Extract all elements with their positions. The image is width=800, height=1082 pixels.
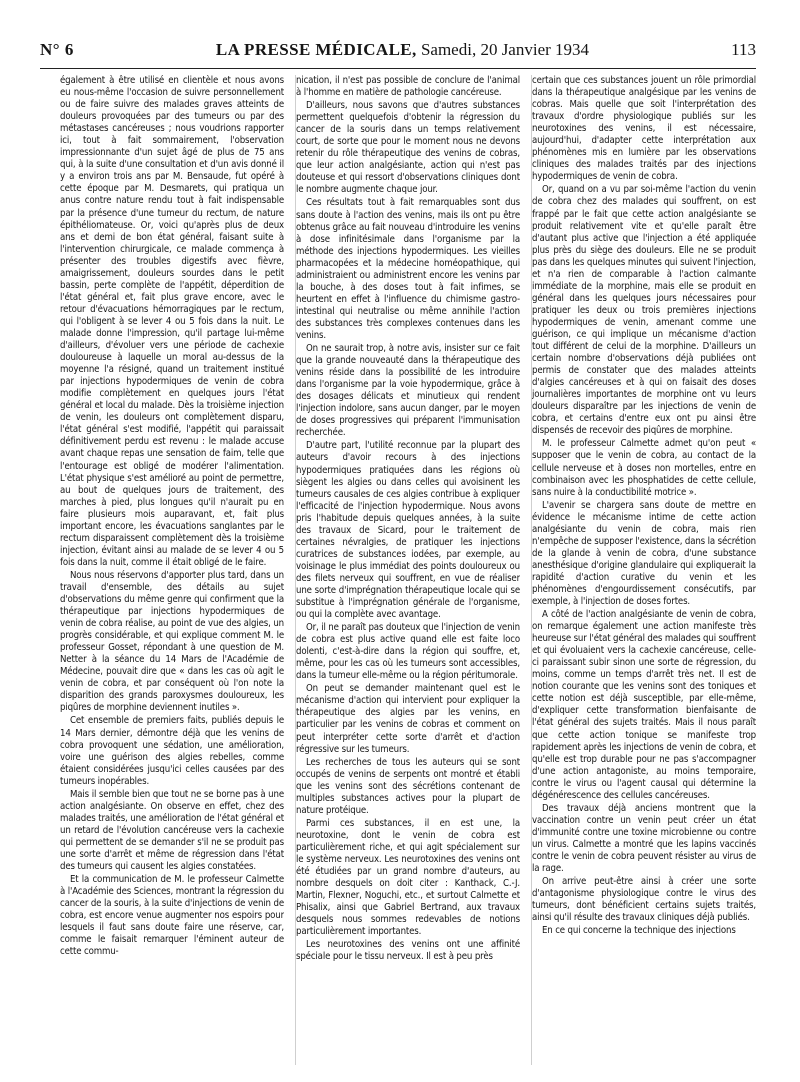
paragraph: Les recherches de tous les auteurs qui se sont occupés de venins de serpents ont montré et établi que les venins sont des sécrétions contenant de multiples substances actives pour la plupart de nature protéique. <box>296 756 520 816</box>
issue-date: Samedi, 20 Janvier 1934 <box>420 40 590 59</box>
paragraph: Mais il semble bien que tout ne se borne pas à une action analgésiante. On observe en effet, chez des malades traités, une amélioration de l'état général et un retard de l'évolution cancéreuse vers la cachexie qui permettent de se demander s'il ne se produit pas une sorte d'arrêt et même de régression dans l'état des tumeurs qui causent les algies constatées. <box>60 788 284 873</box>
header-rule <box>40 68 756 69</box>
column-2 <box>295 75 520 1065</box>
column-3 <box>531 75 756 1065</box>
page-number: 113 <box>731 40 756 59</box>
paragraph: M. le professeur Calmette admet qu'on peut « supposer que le venin de cobra, au contact de la cellule nerveuse et à doses non mortelles, entre en combinaison avec les phosphatides de cette cellule, sans nuire à la conductibilité motrice ». <box>532 438 756 498</box>
paragraph: Ces résultats tout à fait remarquables sont dus sans doute à l'action des venins, mais ils ont pu être obtenus grâce au fait nouveau d'introduire les venins à dose infinitésimale dans l'organisme par la méthode des injections hypodermiques. Les vieilles pharmacopées et la médecine homéopathique, qui administraient ou administrent encore les venins par la bouche, à des doses tout à fait infimes, se heurtent en effet à l'influence du chimisme gastro-intestinal qui neutralise ou même annihile l'action des substances très complexes contenues dans les venins. <box>296 197 520 341</box>
paragraph: également à être utilisé en clientèle et nous avons eu nous-même l'occasion de suivre personnellement ou de faire suivre des malades graves atteints de douleurs provoquées par des tumeurs ou par des métastases cancéreuses ; nous voudrions rapporter ici, tout à fait sommairement, l'observation impressionnante d'un sujet âgé de plus de 75 ans qui, à la suite d'une consultation et d'un avis donné il y a environ trois ans par M. Bensaude, fut opéré à cette époque par M. Desmarets, qui pratiqua un anus contre nature rendu tout à fait indispensable par la présence d'une tumeur du rectum, de nature épithéliomateuse. Or, voici qu'après plus de deux ans et demi de bon état général, faisant suite à l'intervention chirurgicale, ce malade commença à présenter des troubles digestifs avec fièvre, amaigrissement, douleurs sourdes dans le petit bassin, perte complète de l'appétit, déperdition de l'état général et, fait plus grave encore, avec le retour d'évacuations hémorragiques par le rectum, qui l'obligent à se lever 4 ou 5 fois dans la nuit. Le malade donne l'impression, qu'il partage lui-même d'ailleurs, d'évoluer vers une période de cachexie douloureuse à laquelle un moral au-dessus de la moyenne l'a résigné, quand un traitement institué par injections hypodermiques de venin de cobra modifie complètement en quelques jours l'état général et local du malade. Dès la troisième injection de venin, les douleurs ont complètement disparu, l'état général s'est modifié, l'appétit qui paraissait définitivement perdu est revenu : le malade accuse avant chaque repas une sensation de faim, telle que l'entourage est obligé de modérer l'alimentation. L'état physique s'est amélioré au point de permettre, au bout de quelques jours de traitement, des marches à pied, plus longues qu'il n'aurait pu en faire plusieurs mois auparavant, et, fait plus important encore, les évacuations sanglantes par le rectum disparaissent complètement dès la troisième injection, évitant ainsi au malade de se lever 4 ou 5 fois dans la nuit, comme il était obligé de le faire. <box>60 75 284 568</box>
paragraph: Parmi ces substances, il en est une, la neurotoxine, dont le venin de cobra est particulièrement riche, et qui agit spécialement sur le système nerveux. Les neurotoxines des venins ont été étudiées par un grand nombre d'auteurs, au nombre desquels on doit citer : Kanthack, C.-J. Martin, Flexner, Noguchi, etc., et surtout Calmette et Phisalix, ainsi que Gabriel Bertrand, aux travaux desquels nous sommes redevables de notions particulièrement importantes. <box>296 817 520 938</box>
paragraph: L'avenir se chargera sans doute de mettre en évidence le mécanisme intime de cette action analgésiante du venin de cobra, mais rien n'empêche de supposer l'existence, dans la sécrétion de la glande à venin de cobra, d'une substance anesthésique d'origine glandulaire qui expliquerait la rapidité d'action curative du venin et les phénomènes d'engourdissement consécutifs, par exemple, à l'injection de doses fortes. <box>532 499 756 608</box>
paragraph: On ne saurait trop, à notre avis, insister sur ce fait que la grande nouveauté dans la thérapeutique des venins réside dans la possibilité de les introduire dans l'organisme par la voie hypodermique, grâce à des dosages délicats et minutieux qui rendent l'injection indolore, sans aucun danger, par le moyen de doses progressives qui préparent l'immunisation recherchée. <box>296 343 520 439</box>
article-columns <box>60 75 754 1065</box>
column-1 <box>60 75 284 1065</box>
paragraph: On peut se demander maintenant quel est le mécanisme d'action qui intervient pour expliquer la thérapeutique des algies par les venins, en particulier par les venins de cobras et comment on peut interpréter cette sorte d'arrêt et d'action régressive sur les tumeurs. <box>296 683 520 755</box>
paragraph: Des travaux déjà anciens montrent que la vaccination contre un venin peut créer un état d'immunité contre une toxine microbienne ou contre un virus. Calmette a montré que les lapins vaccinés contre le venin de cobra peuvent résister au virus de la rage. <box>532 802 756 875</box>
paragraph: D'ailleurs, nous savons que d'autres substances permettent quelquefois d'obtenir la régression du cancer de la souris dans un temps relativement court, de sorte que pour le moment nous ne devons retenir du rôle thérapeutique des venins de cobras, que leur action analgésiante, action qui n'est pas douteuse et qui ressort d'observations cliniques dont le nombre augmente chaque jour. <box>296 100 520 196</box>
paragraph: Or, il ne paraît pas douteux que l'injection de venin de cobra est plus active quand elle est faite loco dolenti, c'est-à-dire dans la région qui souffre, et, même, pour les cas où les tumeurs sont accessibles, dans la tumeur elle-même ou la région péritumorale. <box>296 622 520 682</box>
paragraph: D'autre part, l'utilité reconnue par la plupart des auteurs d'avoir recours à des injections hypodermiques pratiquées dans les régions où siègent les algies ou dans celles qui avoisinent les tumeurs causales de ces algies contribue à expliquer l'efficacité de l'injection hypodermique. Nous avons pris l'habitude depuis quelques années, à la suite des travaux de Sicard, pour le traitement de certaines névralgies, de pratiquer les injections curatrices de substances iodées, par exemple, au voisinage le plus immédiat des points douloureux ou des filets nerveux qui souffrent, en vue de réaliser une sorte d'imprégnation thérapeutique locale qui se substitue à l'imprégnation générale de l'organisme, ou qui la complète avec avantage. <box>296 440 520 621</box>
paragraph: Et la communication de M. le professeur Calmette à l'Académie des Sciences, montrant la régression du cancer de la souris, à la suite d'injections de venin de cobra, est encore venue augmenter nos espoirs pour lesquels il faut sans doute faire une réserve, car, comme le faisait remarquer l'éminent auteur de cette commu- <box>60 874 284 958</box>
journal-title: LA PRESSE MÉDICALE, <box>215 40 417 59</box>
issue-number: N° 6 <box>40 40 74 59</box>
paragraph: Nous nous réservons d'apporter plus tard, dans un travail d'ensemble, des détails au sujet d'observations du même genre qui confirment que la thérapeutique par injections hypodermiques de venin de cobra réalise, au point de vue des algies, un progrès considérable, et qui explique comment M. le professeur Gosset, répondant à une question de M. Netter à la séance du 14 Mars de l'Académie de Médecine, pouvait dire que « dans les cas où agit le venin de cobra, et par conséquent où l'on note la disparition des grands paroxysmes douloureux, les piqûres de morphine deviennent inutiles ». <box>60 569 284 714</box>
running-header <box>40 40 756 70</box>
paragraph: On arrive peut-être ainsi à créer une sorte d'antagonisme physiologique contre le virus des tumeurs, dont bénéficient certains sujets traités, ainsi qu'il résulte des travaux cliniques déjà publiés. <box>532 876 756 924</box>
paragraph: En ce qui concerne la technique des injections <box>542 925 736 937</box>
paragraph: certain que ces substances jouent un rôle primordial dans la thérapeutique analgésique par les venins de cobras. Mais quelle que soit l'interprétation des travaux d'ordre physiologique publiés sur les neurotoxines des venins, il est nécessaire, aujourd'hui, d'adapter cette interprétation aux phénomènes mis en lumière par les observations cliniques des malades traités par des injections hypodermiques de venin de cobra. <box>532 75 756 183</box>
paragraph: Cet ensemble de premiers faits, publiés depuis le 14 Mars dernier, démontre déjà que les venins de cobra provoquent une sédation, une amélioration, voire une guérison des algies rebelles, comme étaient considérées jusqu'ici celles causées par des tumeurs inopérables. <box>60 715 284 787</box>
paragraph: A côté de l'action analgésiante de venin de cobra, on remarque également une action manifeste très heureuse sur l'état général des malades qui souffrent et qui évoluaient vers la cachexie cancéreuse, celle-ci paraissant subir sinon une sorte de régression, du moins, comme un temps d'arrêt très net. Il est de notion courante que les venins sont des toniques et cette notion est déjà susceptible, par elle-même, d'expliquer cette transformation bienfaisante de l'état général des sujets traités. Mais il nous paraît que cette action tonique se manifeste trop rapidement après les injections de venin de cobra, et qu'elle est trop durable pour ne pas s'accompagner d'une action antagoniste, au moins temporaire, contre le virus ou l'agent causal qui détermine la dégénérescence des cellules cancéreuses. <box>532 609 756 801</box>
journal-title-date <box>216 40 589 60</box>
paragraph: nication, il n'est pas possible de conclure de l'animal à l'homme en matière de pathologie cancéreuse. <box>296 75 520 99</box>
paragraph: Les neurotoxines des venins ont une affinité spéciale pour le tissu nerveux. Il est à peu près <box>296 939 520 963</box>
paragraph: Or, quand on a vu par soi-même l'action du venin de cobra chez des malades qui souffrent, on est frappé par le fait que cette action analgésiante se produit relativement vite et qu'elle paraît être d'autant plus active que l'injection a été appliquée plus près du siège des douleurs. Elle ne se produit pas dans les quelques minutes qui suivent l'injection, et n'a rien de comparable à l'action calmante immédiate de la morphine, mais elle se produit en général dans les quelques jours nécessaires pour pratiquer les deux ou trois premières injections hypodermiques de venin, amenant comme une guérison, ce qui implique un mécanisme d'action tout différent de celui de la morphine. D'ailleurs un certain nombre d'observations déjà publiées ont permis de constater que des malades atteints d'algies cancéreuses et à qui on faisait des doses journalières importantes de morphine ont vu leurs douleurs disparaître par les injections de venin de cobra, et certains d'entre eux ont pu ainsi être dispensés de recevoir des piqûres de morphine. <box>532 184 756 437</box>
